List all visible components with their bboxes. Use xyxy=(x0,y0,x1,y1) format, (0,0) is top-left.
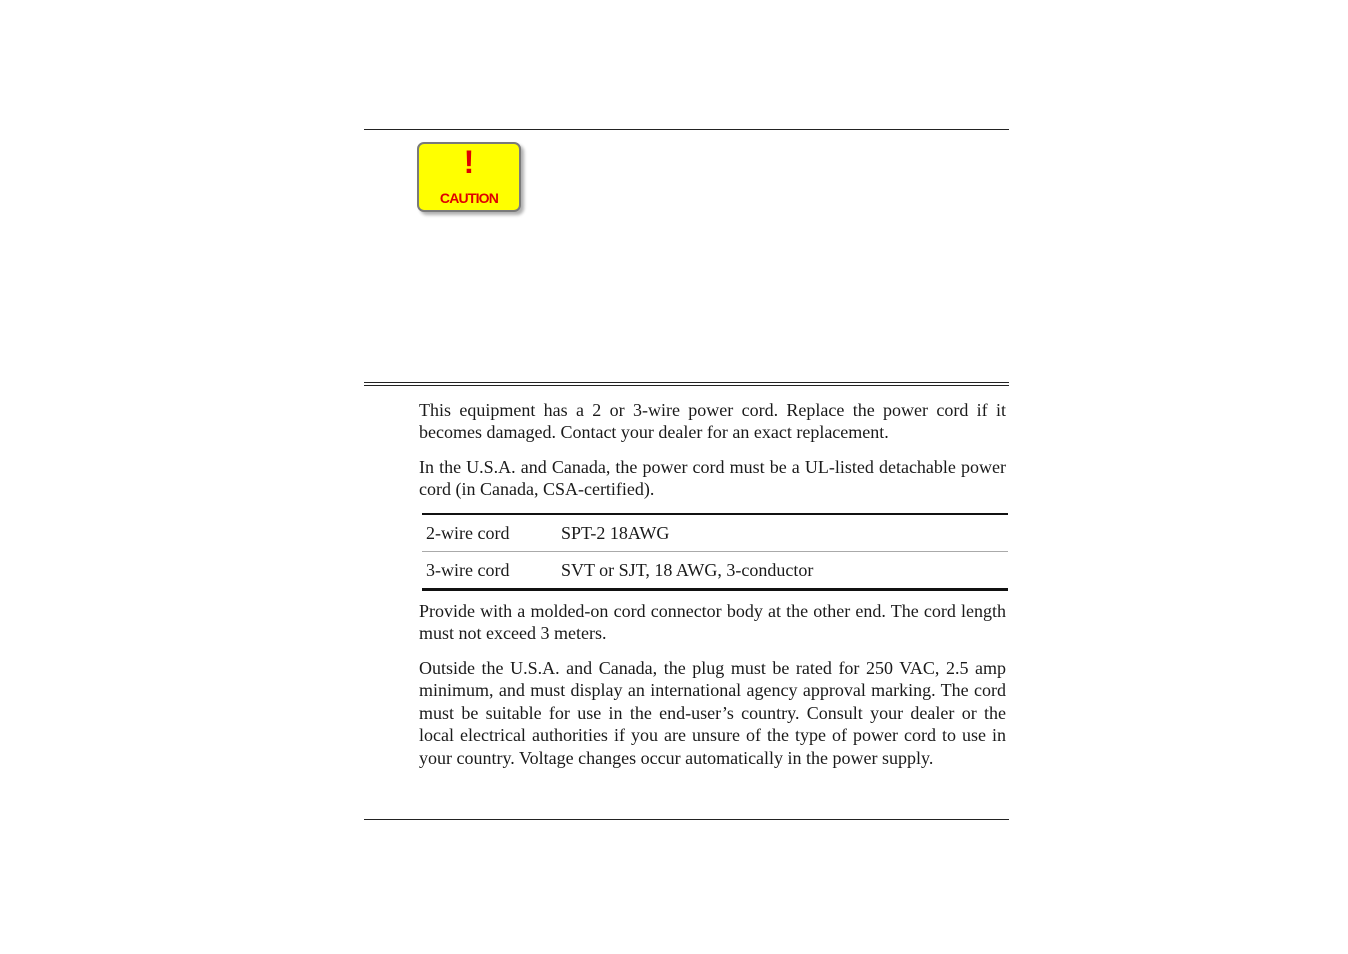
international-plug-paragraph: Outside the U.S.A. and Canada, the plug must be rated for 250 VAC, 2.5 amp minimum, and must display an international agency approval marking. The cord must be suitable for use in the end-user’s country. Consult your dealer or the local electrical authorities if you are unsure of the type of power cord to use in your country. Voltage changes occur automatically in the power supply. xyxy=(419,658,1006,768)
exclamation-icon: ! xyxy=(463,144,475,180)
cord-spec-cell: SPT-2 18AWG xyxy=(561,522,670,543)
section-divider-upper xyxy=(364,382,1009,383)
cord-type-cell: 2-wire cord xyxy=(426,522,510,543)
cord-spec-cell: SVT or SJT, 18 AWG, 3-conductor xyxy=(561,559,814,580)
top-divider xyxy=(364,129,1009,130)
table-row xyxy=(422,515,1008,551)
caution-icon-label: CAUTION xyxy=(439,190,499,206)
cord-type-cell: 3-wire cord xyxy=(426,559,510,580)
power-cord-replacement-paragraph: This equipment has a 2 or 3-wire power cord. Replace the power cord if it becomes damaged. Contact your dealer for an exact replacement. xyxy=(419,400,1006,443)
connector-paragraph: Provide with a molded-on cord connector body at the other end. The cord length must not exceed 3 meters. xyxy=(419,601,1006,644)
section-divider-lower xyxy=(364,385,1009,386)
caution-icon xyxy=(417,142,525,218)
bottom-divider xyxy=(364,819,1009,820)
table-row xyxy=(422,551,1008,588)
cord-spec-table xyxy=(422,513,1008,591)
usa-canada-requirement-paragraph: In the U.S.A. and Canada, the power cord must be a UL-listed detachable power cord (in Canada, CSA-certified). xyxy=(419,457,1006,500)
